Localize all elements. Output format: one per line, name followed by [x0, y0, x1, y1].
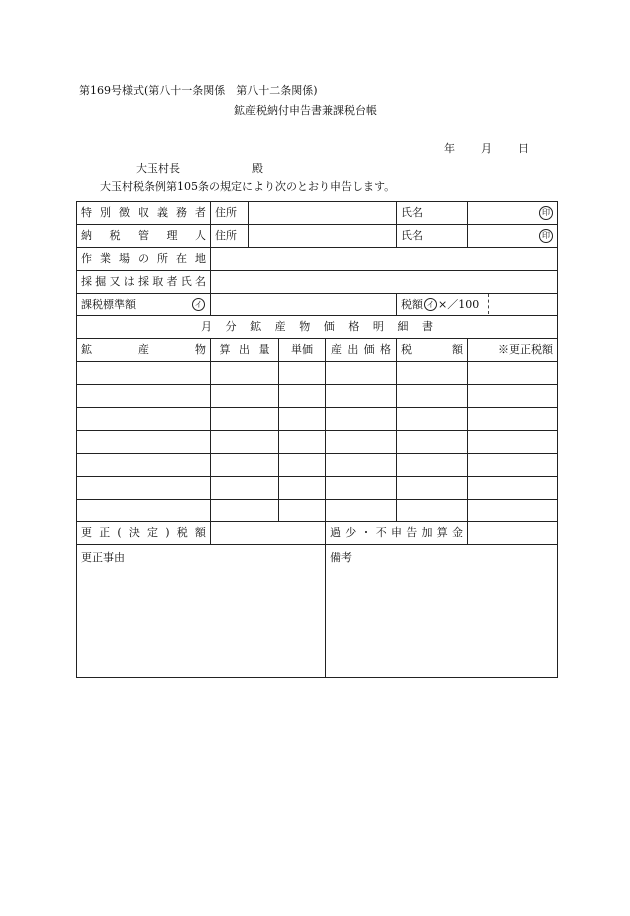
seal-mark-icon: 印: [539, 206, 553, 220]
detail-cell[interactable]: [279, 499, 326, 522]
field-work-site[interactable]: [211, 247, 558, 270]
detail-cell[interactable]: [211, 430, 279, 453]
detail-cell[interactable]: [397, 476, 468, 499]
document-title: 鉱産税納付申告書兼課税台帳: [234, 104, 377, 117]
tax-manager-text: 納 税 管 理 人: [81, 228, 206, 242]
label-miner-name: [77, 270, 211, 293]
label-address-1: 住所: [211, 202, 249, 225]
miner-name-text: 採 掘 又 は 採 取 者 氏 名: [81, 274, 206, 288]
tax-declaration-table: [76, 201, 558, 678]
form-number: 第169号様式(第八十一条関係 第八十二条関係): [79, 84, 318, 97]
work-site-text: 作 業 場 の 所 在 地: [81, 251, 206, 265]
detail-cell[interactable]: [397, 430, 468, 453]
label-remarks: 備考: [330, 551, 352, 565]
addressee-line: [136, 162, 263, 176]
declaration-text: 大玉村税条例第105条の規定により次のとおり申告します。: [100, 180, 396, 193]
field-name-2[interactable]: [468, 224, 558, 247]
detail-row: [77, 453, 558, 476]
penalty-text: 過 少 ・ 不 申 告 加 算 金: [330, 526, 463, 540]
row-section-title: [77, 316, 558, 339]
row-column-headers: [77, 339, 558, 362]
label-name-2: 氏名: [397, 224, 468, 247]
detail-cell[interactable]: [397, 385, 468, 408]
tax-amount-formula: [397, 293, 558, 316]
date-line: [444, 142, 529, 156]
detail-cell[interactable]: [211, 499, 279, 522]
detail-cell[interactable]: [77, 453, 211, 476]
detail-cell[interactable]: [397, 362, 468, 385]
tax-base-label: 課税標準額: [81, 297, 136, 311]
tax-base-text: [81, 298, 206, 312]
col-output-text: 算出量: [219, 343, 270, 357]
detail-cell[interactable]: [211, 385, 279, 408]
detail-cell[interactable]: [77, 430, 211, 453]
detail-cell[interactable]: [279, 385, 326, 408]
label-penalty: [326, 522, 468, 545]
detail-cell[interactable]: [279, 453, 326, 476]
section-title: [77, 316, 558, 339]
label-corrected-tax: [77, 522, 211, 545]
detail-cell[interactable]: [397, 453, 468, 476]
detail-row: [77, 476, 558, 499]
detail-cell[interactable]: [468, 476, 558, 499]
date-day: 日: [518, 142, 529, 155]
detail-row: [77, 385, 558, 408]
row-notes: [77, 545, 558, 678]
detail-cell[interactable]: [77, 408, 211, 431]
detail-cell[interactable]: [468, 362, 558, 385]
date-month: 月: [481, 142, 492, 155]
col-mineral-text: 鉱 産 物: [81, 343, 206, 357]
field-penalty[interactable]: [468, 522, 558, 545]
detail-cell[interactable]: [397, 499, 468, 522]
seal-mark-icon: 印: [539, 229, 553, 243]
detail-cell[interactable]: [77, 385, 211, 408]
tax-formula-suffix: ×／100: [438, 297, 480, 311]
field-address-2[interactable]: [249, 224, 397, 247]
detail-row: [77, 430, 558, 453]
label-tax-manager: [77, 224, 211, 247]
box-correction-reason[interactable]: [77, 545, 326, 678]
detail-cell[interactable]: [326, 385, 397, 408]
col-mineral: [77, 339, 211, 362]
detail-cell[interactable]: [77, 362, 211, 385]
detail-cell[interactable]: [279, 408, 326, 431]
field-address-1[interactable]: [249, 202, 397, 225]
detail-cell[interactable]: [326, 499, 397, 522]
detail-cell[interactable]: [468, 499, 558, 522]
detail-cell[interactable]: [77, 499, 211, 522]
label-correction-reason: 更正事由: [81, 551, 125, 565]
row-work-site: [77, 247, 558, 270]
detail-cell[interactable]: [326, 453, 397, 476]
detail-rows: [77, 362, 558, 522]
field-miner-name[interactable]: [211, 270, 558, 293]
field-name-1[interactable]: [468, 202, 558, 225]
detail-row: [77, 362, 558, 385]
tax-amount-prefix: 税額: [401, 297, 423, 311]
section-title-text: 月分鉱産物価格明細書: [201, 320, 433, 334]
col-corrected-tax: ※更正税額: [468, 339, 558, 362]
box-remarks[interactable]: [326, 545, 558, 678]
detail-cell[interactable]: [468, 408, 558, 431]
detail-cell[interactable]: [77, 476, 211, 499]
field-corrected-tax[interactable]: [211, 522, 326, 545]
field-tax-base[interactable]: [211, 293, 397, 316]
detail-cell[interactable]: [211, 476, 279, 499]
detail-row: [77, 408, 558, 431]
label-tax-base: [77, 293, 211, 316]
col-tax-text: 税 額: [401, 343, 463, 357]
detail-cell[interactable]: [279, 476, 326, 499]
col-unit-price: 単価: [279, 339, 326, 362]
label-work-site: [77, 247, 211, 270]
detail-cell[interactable]: [211, 408, 279, 431]
detail-cell[interactable]: [211, 453, 279, 476]
col-output-value: [326, 339, 397, 362]
special-collector-text: 特 別 徴 収 義 務 者: [81, 205, 206, 219]
detail-row: [77, 499, 558, 522]
row-tax-manager: [77, 224, 558, 247]
detail-cell[interactable]: [279, 430, 326, 453]
row-tax-base: [77, 293, 558, 316]
honorific: 殿: [252, 162, 263, 175]
detail-cell[interactable]: [326, 430, 397, 453]
detail-cell[interactable]: [326, 408, 397, 431]
col-output: [211, 339, 279, 362]
col-output-value-text: 産出価格: [331, 343, 391, 357]
circle-i-icon: イ: [424, 298, 437, 311]
label-special-collector: [77, 202, 211, 225]
circle-i-icon: イ: [192, 298, 205, 311]
row-special-collector: [77, 202, 558, 225]
label-address-2: 住所: [211, 224, 249, 247]
row-miner-name: [77, 270, 558, 293]
addressee: 大玉村長: [136, 162, 180, 175]
detail-cell[interactable]: [326, 362, 397, 385]
detail-cell[interactable]: [468, 453, 558, 476]
label-name-1: 氏名: [397, 202, 468, 225]
detail-cell[interactable]: [468, 385, 558, 408]
corrected-tax-text: 更 正 ( 決 定 ) 税 額: [81, 526, 206, 540]
detail-cell[interactable]: [326, 476, 397, 499]
tax-formula: [401, 298, 479, 311]
col-tax: [397, 339, 468, 362]
detail-cell[interactable]: [279, 362, 326, 385]
detail-cell[interactable]: [211, 362, 279, 385]
row-corrected-tax: [77, 522, 558, 545]
detail-cell[interactable]: [468, 430, 558, 453]
detail-cell[interactable]: [397, 408, 468, 431]
date-year: 年: [444, 142, 455, 155]
